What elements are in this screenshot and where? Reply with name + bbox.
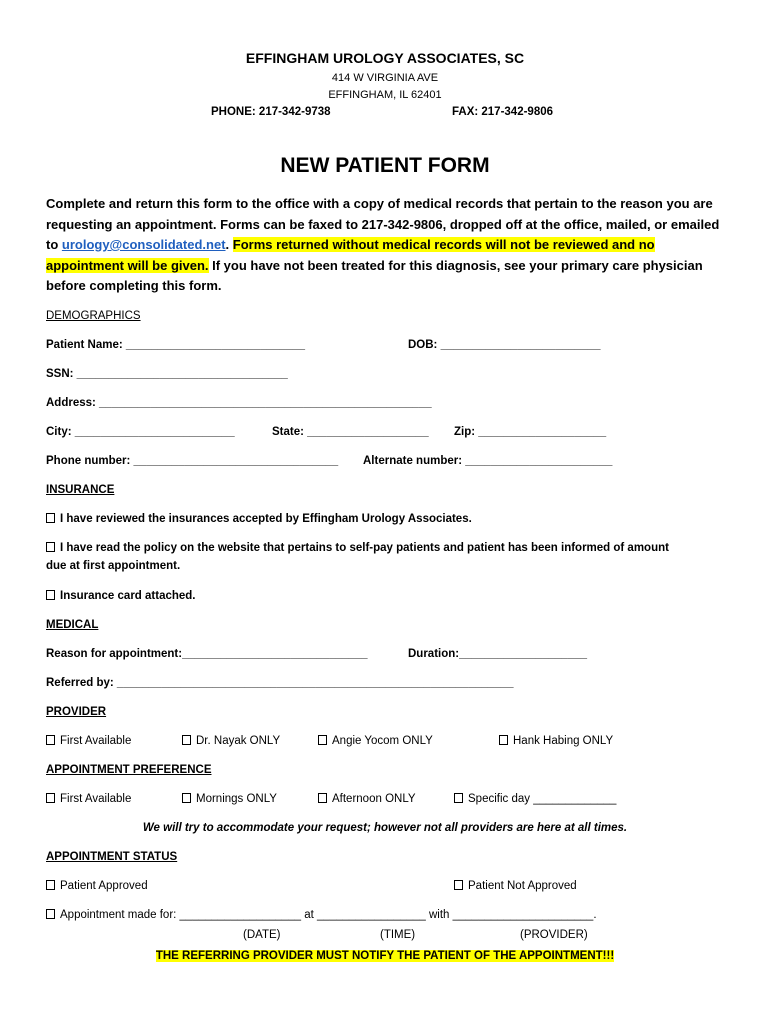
checkbox[interactable]	[46, 793, 55, 803]
availability-note: We will try to accommodate your request; however not all providers are here at all times.	[142, 822, 628, 834]
time-label: (TIME)	[380, 929, 416, 941]
medical-heading: MEDICAL	[46, 619, 99, 631]
checkbox[interactable]	[46, 880, 55, 890]
date-label: (DATE)	[243, 929, 281, 941]
option-label: Dr. Nayak ONLY	[196, 735, 281, 747]
insurance-heading: INSURANCE	[46, 484, 115, 496]
preference-option-mornings[interactable]	[182, 793, 277, 805]
checkbox[interactable]	[46, 542, 55, 552]
insurance-item-reviewed-label: I have reviewed the insurances accepted by Effingham Urology Associates.	[60, 513, 472, 525]
phone-number: PHONE: 217-342-9738	[211, 106, 331, 118]
dob-field[interactable]: DOB: _________________________	[408, 339, 601, 351]
zip-field[interactable]: Zip: ____________________	[454, 426, 607, 438]
address-line-1: 414 W VIRGINIA AVE	[331, 72, 439, 84]
city-field[interactable]: City: _________________________	[46, 426, 235, 438]
fax-number: FAX: 217-342-9806	[452, 106, 554, 118]
checkbox[interactable]	[46, 735, 55, 745]
address-line-2: EFFINGHAM, IL 62401	[328, 89, 442, 101]
intro-after-email: .	[225, 237, 233, 252]
records-warning-highlight: Forms returned without medical records will not be reviewed and no appointment will be given.	[46, 237, 655, 273]
notice-wrapper	[0, 946, 770, 964]
option-label: Mornings ONLY	[196, 793, 277, 805]
appointment-line-text: Appointment made for: ___________________ at _________________ with ______________________.	[60, 909, 597, 921]
provider-option-first-available[interactable]	[46, 735, 131, 747]
insurance-item-self-pay-label: I have read the policy on the website that pertains to self-pay patients and patient has been informed of amount	[60, 542, 669, 554]
insurance-item-reviewed[interactable]	[46, 513, 472, 525]
insurance-item-card-label: Insurance card attached.	[60, 590, 196, 602]
checkbox[interactable]	[46, 909, 55, 919]
option-label: Afternoon ONLY	[332, 793, 416, 805]
checkbox[interactable]	[46, 590, 55, 600]
status-patient-approved[interactable]	[46, 880, 148, 892]
address-field[interactable]: Address: ____________________________________________________	[46, 397, 432, 409]
appointment-status-heading: APPOINTMENT STATUS	[46, 851, 178, 863]
practice-name: EFFINGHAM UROLOGY ASSOCIATES, SC	[245, 50, 525, 66]
status-patient-not-approved[interactable]	[454, 880, 577, 892]
ssn-field[interactable]: SSN: _________________________________	[46, 368, 288, 380]
provider-option-nayak[interactable]	[182, 735, 280, 747]
option-label: First Available	[60, 793, 132, 805]
option-label: Patient Not Approved	[468, 880, 577, 892]
intro-text: Complete and return this form to the office with a copy of medical records that pertain to the reason you are requesting an appointment. Forms can be faxed to 217-342-9806, dropped off at the office, mailed, or emailed to	[46, 196, 720, 252]
provider-label: (PROVIDER)	[520, 929, 588, 941]
checkbox[interactable]	[318, 735, 327, 745]
option-label: Specific day _____________	[468, 793, 617, 805]
provider-option-yocom[interactable]	[318, 735, 433, 747]
insurance-item-card[interactable]	[46, 590, 196, 602]
appointment-preference-heading: APPOINTMENT PREFERENCE	[46, 764, 212, 776]
insurance-item-self-pay[interactable]	[46, 542, 669, 554]
insurance-item-self-pay-line2: due at first appointment.	[46, 560, 181, 572]
checkbox[interactable]	[182, 735, 191, 745]
option-label: First Available	[60, 735, 132, 747]
phone-field[interactable]: Phone number: ________________________________	[46, 455, 339, 467]
intro-paragraph	[46, 194, 731, 297]
option-label: Hank Habing ONLY	[513, 735, 614, 747]
appointment-made-for[interactable]	[46, 909, 597, 921]
reason-field[interactable]: Reason for appointment:_____________________________	[46, 648, 368, 660]
checkbox[interactable]	[454, 880, 463, 890]
form-title: NEW PATIENT FORM	[280, 154, 490, 177]
checkbox[interactable]	[454, 793, 463, 803]
preference-option-first-available[interactable]	[46, 793, 131, 805]
provider-heading: PROVIDER	[46, 706, 107, 718]
referred-by-field[interactable]: Referred by: ______________________________________________________________	[46, 677, 514, 689]
checkbox[interactable]	[318, 793, 327, 803]
patient-name-field[interactable]: Patient Name: ____________________________	[46, 339, 305, 351]
option-label: Patient Approved	[60, 880, 148, 892]
state-field[interactable]: State: ___________________	[272, 426, 429, 438]
option-label: Angie Yocom ONLY	[332, 735, 433, 747]
checkbox[interactable]	[46, 513, 55, 523]
alternate-number-field[interactable]: Alternate number: _______________________	[363, 455, 613, 467]
referring-provider-notice: THE REFERRING PROVIDER MUST NOTIFY THE PATIENT OF THE APPOINTMENT!!!	[155, 950, 615, 962]
checkbox[interactable]	[499, 735, 508, 745]
intro-closing: If you have not been treated for this diagnosis, see your primary care physician before completing this form.	[46, 257, 703, 293]
preference-option-specific-day[interactable]	[454, 793, 616, 805]
checkbox[interactable]	[182, 793, 191, 803]
demographics-heading: DEMOGRAPHICS	[46, 310, 141, 322]
provider-option-habing[interactable]	[499, 735, 613, 747]
duration-field[interactable]: Duration:____________________	[408, 648, 588, 660]
preference-option-afternoon[interactable]	[318, 793, 416, 805]
email-link[interactable]: urology@consolidated.net	[61, 237, 226, 252]
